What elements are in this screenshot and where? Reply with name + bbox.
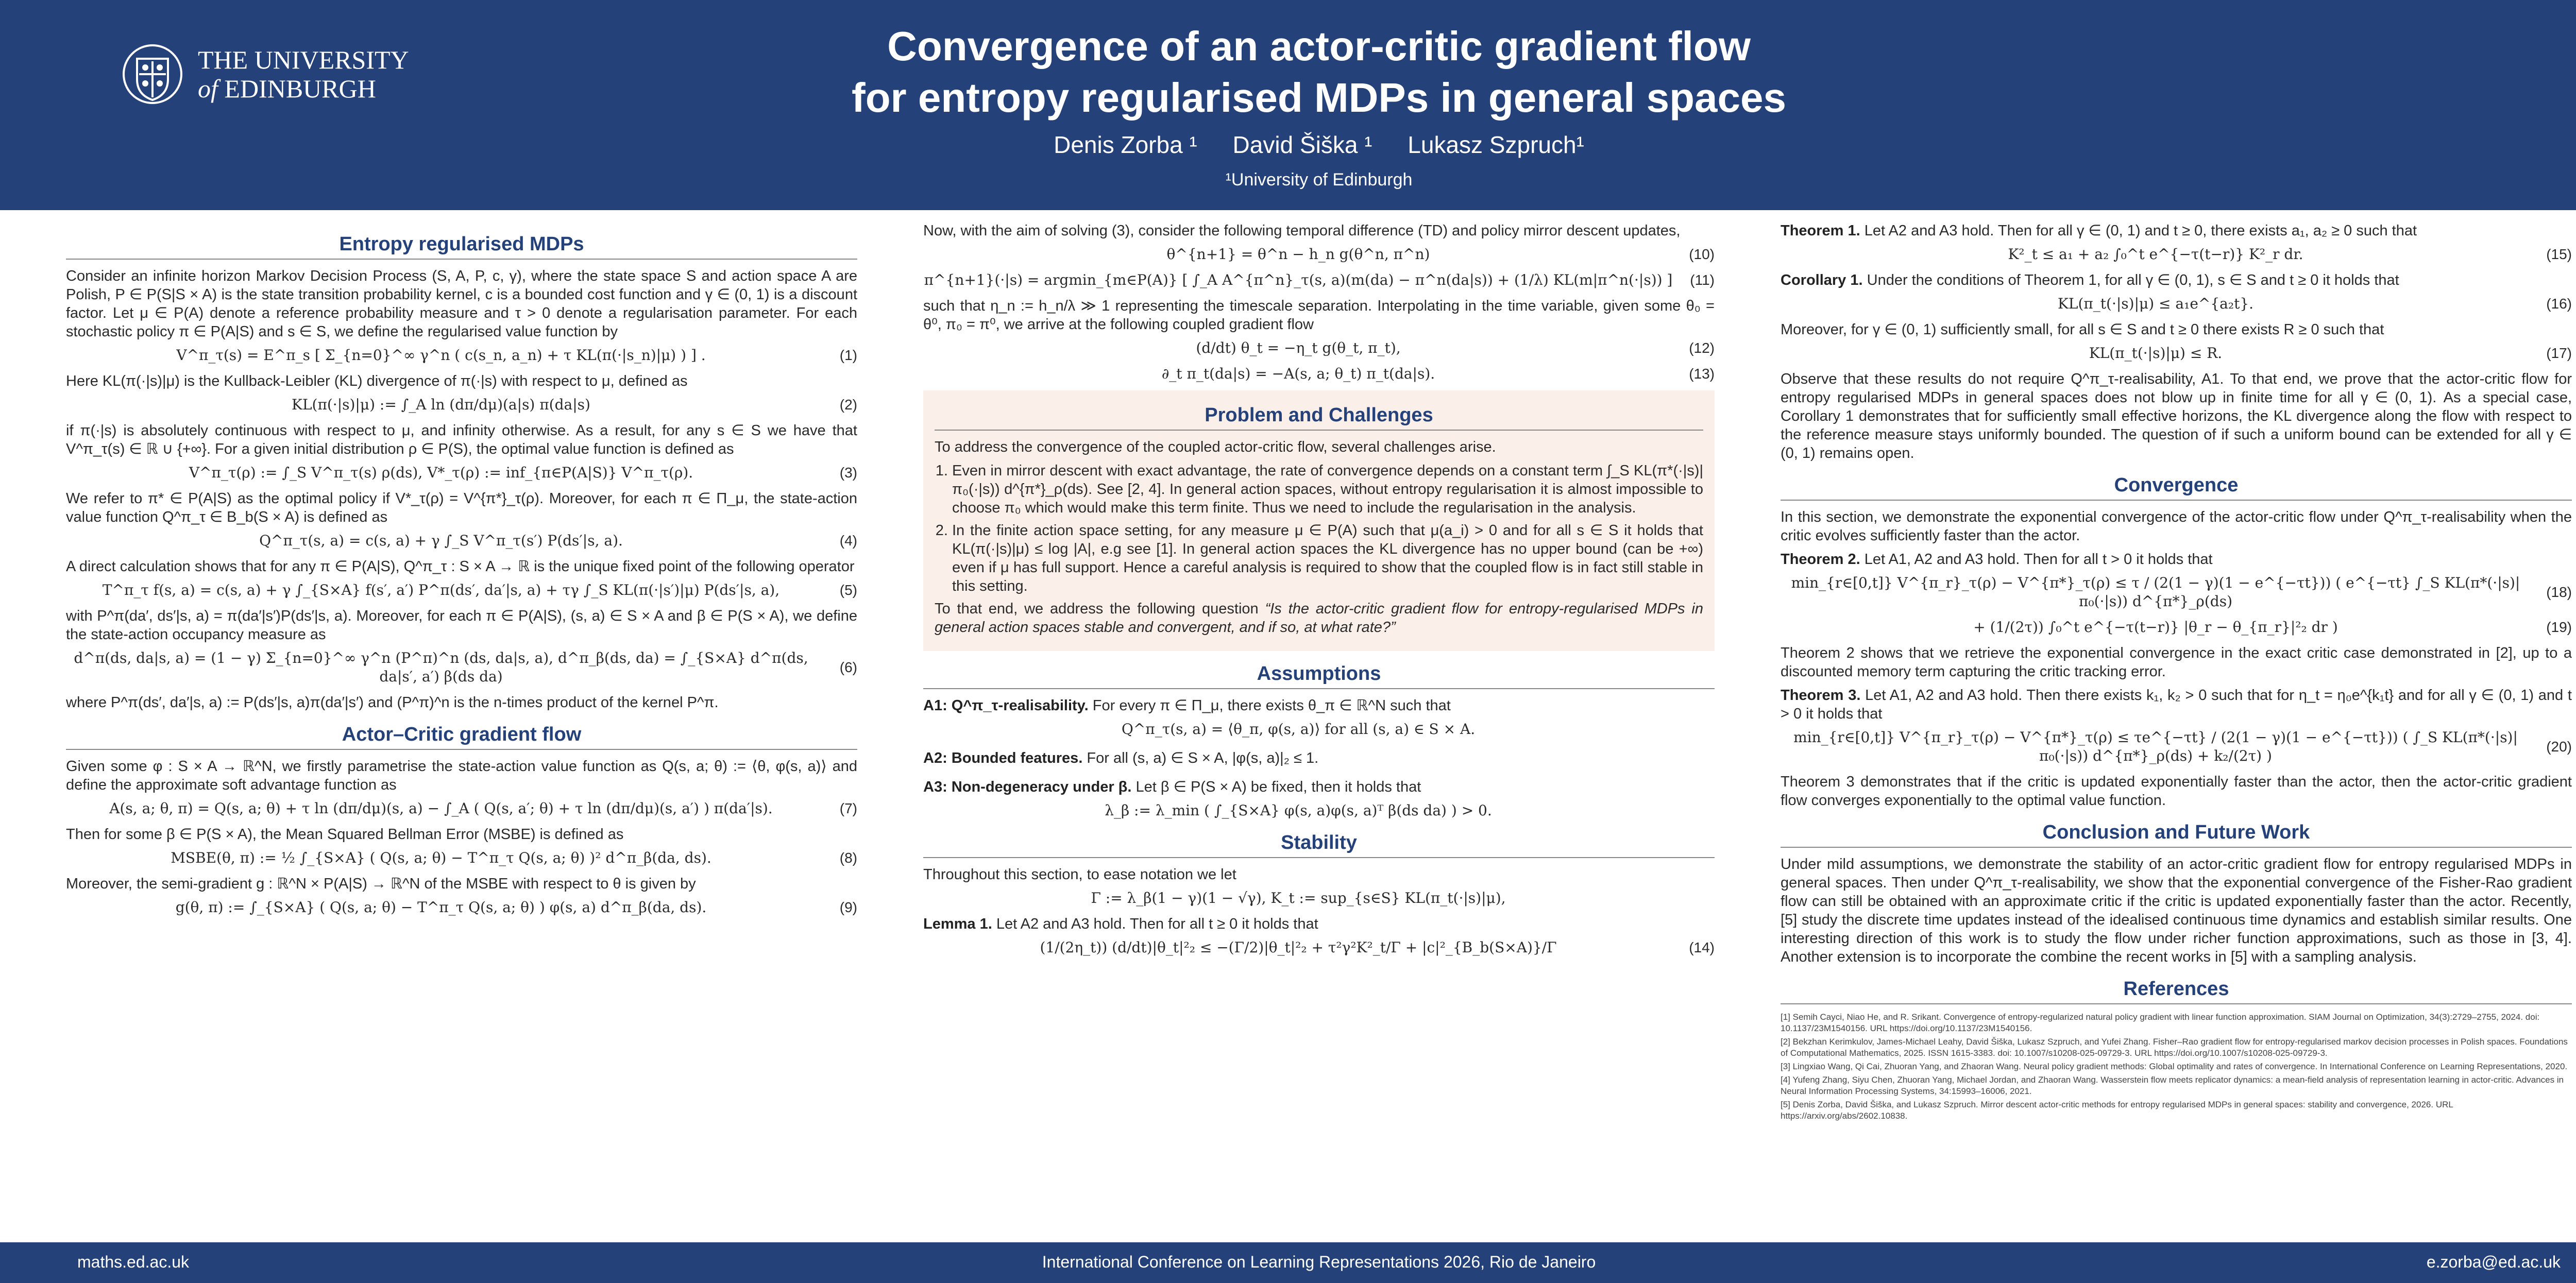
paragraph: Consider an infinite horizon Markov Decision Process (S, A, P, c, γ), where the state space S and action space A are Polish, P ∈ P(S|S × A) is the state transition probability kernel, c is a bounded cost function and γ ∈ (0, 1) is a discount factor. Let μ ∈ P(A) denote a reference probability measure and τ > 0 denote a regularisation parameter. For each stochastic policy π ∈ P(A|S) and s ∈ S, we define the regularised value function by — [66, 268, 857, 340]
equation-expression: V^π_τ(ρ) := ∫_S V^π_τ(s) ρ(ds), V*_τ(ρ) := inf_{π∈P(A|S)} V^π_τ(ρ). — [189, 464, 693, 481]
equation-number: (13) — [1689, 366, 1715, 382]
assumption-a1 — [923, 696, 1715, 715]
equation-expression: g(θ, π) := ∫_{S×A} ( Q(s, a; θ) − T^π_τ Q(s, a; θ) ) φ(s, a) d^π_β(da, ds). — [175, 899, 707, 916]
corollary-label: Corollary 1. — [1781, 272, 1863, 288]
equation-number: (2) — [839, 397, 857, 413]
theorem-3 — [1781, 686, 2572, 723]
paragraph: Theorem 2 shows that we retrieve the exponential convergence in the exact critic case demonstrated in [2], up to a discounted memory term capturing the critic tracking error. — [1781, 645, 2572, 680]
equation-a1 — [923, 720, 1715, 739]
list-item: 1. Even in mirror descent with exact advantage, the rate of convergence depends on a constant term ∫_S KL(π*(·|s)|π₀(·|s)) d^{π*}_ρ(ds). See [2, 4]. In general action spaces, without entropy regularisation it is almost impossible to choose π₀ which would make this term finite. Thus we need to include the regularisation in the analysis. — [952, 461, 1703, 517]
equation-number: (15) — [2546, 246, 2572, 262]
equation-8 — [66, 849, 857, 867]
equation-number: (5) — [839, 582, 857, 598]
section-heading-conclusion: Conclusion and Future Work — [1781, 817, 2572, 848]
equation-expression: + (1/(2τ)) ∫₀^t e^{−τ(t−r)} |θ_r − θ_{π_r}|²₂ dr ) — [1973, 619, 2338, 636]
equation-gamma — [923, 889, 1715, 908]
paragraph: A direct calculation shows that for any π ∈ P(A|S), Q^π_τ : S × A → ℝ is the unique fixed point of the following operator — [66, 558, 855, 575]
equation-number: (3) — [839, 465, 857, 481]
paragraph: Then for some β ∈ P(S × A), the Mean Squared Bellman Error (MSBE) is defined as — [66, 826, 624, 843]
equation-number: (16) — [2546, 296, 2572, 312]
equation-expression: min_{r∈[0,t]} V^{π_r}_τ(ρ) − V^{π*}_τ(ρ) ≤ τ / (2(1 − γ)(1 − e^{−τt})) ( e^{−τt} ∫_S KL(π*(·|s)|π₀(·|s)) d^{π*}_ρ(ds) — [1791, 574, 2520, 610]
equation-17 — [1781, 344, 2572, 363]
assumption-text: Let β ∈ P(S × A) be fixed, then it holds that — [1131, 779, 1421, 795]
equation-7 — [66, 799, 857, 818]
theorem-1 — [1781, 221, 2572, 240]
section-heading-problems: Problem and Challenges — [935, 400, 1703, 431]
equation-expression: (1/(2η_t)) (d/dt)|θ_t|²₂ ≤ −(Γ/2)|θ_t|²₂ + τ²γ²K²_t/Γ + |c|²_{B_b(S×A)}/Γ — [1040, 939, 1557, 956]
equation-18 — [1781, 574, 2572, 611]
equation-number: (1) — [839, 347, 857, 363]
assumption-a3 — [923, 778, 1715, 796]
paragraph: To address the convergence of the coupled actor-critic flow, several challenges arise. — [935, 439, 1496, 455]
equation-expression: π^{n+1}(·|s) = argmin_{m∈P(A)} [ ∫_A A^{π^n}_τ(s, a)(m(da) − π^n(da|s)) + (1/λ) KL(m|π^n(·|s)) ] — [924, 271, 1673, 288]
paragraph: Theorem 3 demonstrates that if the critic is updated exponentially faster than the actor, then the actor-critic gradient flow converges exponentially to the optimal value function. — [1781, 774, 2572, 809]
assumption-label: A3: Non-degeneracy under β. — [923, 779, 1132, 795]
equation-11 — [923, 271, 1715, 289]
equation-14 — [923, 938, 1715, 957]
section-heading-assumptions: Assumptions — [923, 658, 1715, 689]
equation-expression: K²_t ≤ a₁ + a₂ ∫₀^t e^{−τ(t−r)} K²_r dr. — [2008, 246, 2303, 263]
paragraph: Now, with the aim of solving (3), consider the following temporal difference (TD) and policy mirror descent updates, — [923, 223, 1681, 239]
equation-expression: KL(π_t(·|s)|μ) ≤ a₁e^{a₂t}. — [2057, 295, 2254, 312]
paragraph: Given some φ : S × A → ℝ^N, we firstly parametrise the state-action value function as Q(s, a; θ) := ⟨θ, φ(s, a)⟩ and define the approximate soft advantage function as — [66, 758, 857, 793]
title-line-1: Convergence of an actor-critic gradient flow — [887, 23, 1751, 69]
university-crest-icon — [122, 38, 183, 110]
paragraph: Moreover, for γ ∈ (0, 1) sufficiently small, for all s ∈ S and t ≥ 0 there exists R ≥ 0 such that — [1781, 321, 2384, 338]
paragraph: Moreover, the semi-gradient g : ℝ^N × P(A|S) → ℝ^N of the MSBE with respect to θ is given by — [66, 876, 696, 892]
equation-expression: ∂_t π_t(da|s) = −A(s, a; θ_t) π_t(da|s). — [1161, 365, 1435, 382]
theorem-text: Let A1, A2 and A3 hold. Then there exists k₁, k₂ > 0 such that for η_t = η₀e^{k₁t} and for all γ ∈ (0, 1) and t > 0 it holds that — [1781, 687, 2572, 722]
column-3 — [1781, 221, 2572, 1124]
equation-19 — [1781, 618, 2572, 637]
equation-expression: A(s, a; θ, π) = Q(s, a; θ) + τ ln (dπ/dμ)(s, a) − ∫_A ( Q(s, a′; θ) + τ ln (dπ/dμ)(s, a′) ) π(da′|s). — [109, 800, 773, 817]
reference-item: [3] Lingxiao Wang, Qi Cai, Zhuoran Yang, and Zhaoran Wang. Neural policy gradient methods: Global optimality and rates of convergence. In International Conference on Learning Representations, 2020. — [1781, 1062, 2568, 1071]
university-name-of: of — [198, 74, 218, 103]
university-name — [198, 45, 409, 103]
paragraph: Under mild assumptions, we demonstrate the stability of an actor-critic gradient flow for entropy regularised MDPs in general spaces. Then under Q^π_τ-realisability, we show that the exponential convergence of the Fisher-Rao gradient flow can still be obtained with an approximate critic if the critic is updated exponentially faster than the actor. Recently, [5] study the discrete time updates instead of the idealised continuous time dynamics and establish similar results. One interesting direction of this work is to study the flow under richer function approximations, such as those in [3, 4]. Another extension is to incorporate the combine the recent works in [5] with a sampling analysis. — [1781, 856, 2572, 965]
section-heading-actor-critic: Actor–Critic gradient flow — [66, 719, 857, 750]
footer-website: maths.ed.ac.uk — [77, 1253, 189, 1271]
assumption-text: For every π ∈ Π_μ, there exists θ_π ∈ ℝ^N such that — [1088, 697, 1451, 714]
theorem-text: Let A1, A2 and A3 hold. Then for all t > 0 it holds that — [1860, 551, 2213, 568]
equation-number: (20) — [2546, 739, 2572, 755]
poster-header — [0, 0, 2576, 210]
equation-number: (4) — [839, 533, 857, 549]
equation-20 — [1781, 728, 2572, 765]
title-line-2: for entropy regularised MDPs in general spaces — [852, 75, 1786, 121]
paragraph: if π(·|s) is absolutely continuous with respect to μ, and infinity otherwise. As a result, for any s ∈ S we have that V^π_τ(s) ∈ ℝ ∪ {+∞}. For a given initial distribution ρ ∈ P(S), the optimal value function is defined as — [66, 422, 857, 457]
author-1: Denis Zorba ¹ — [1054, 131, 1197, 158]
equation-2 — [66, 396, 857, 414]
theorem-label: Theorem 1. — [1781, 223, 1860, 239]
equation-expression: KL(π_t(·|s)|μ) ≤ R. — [2089, 345, 2223, 362]
assumption-text: For all (s, a) ∈ S × A, |φ(s, a)|₂ ≤ 1. — [1082, 750, 1319, 766]
paragraph: where P^π(ds′, da′|s, a) := P(ds′|s, a)π(da′|s′) and (P^π)^n is the n-times product of the kernel P^π. — [66, 694, 719, 711]
paragraph: with P^π(da′, ds′|s, a) = π(da′|s′)P(ds′|s, a). Moreover, for each π ∈ P(A|S), (s, a) ∈ S × A and β ∈ P(S × A), we define the state-action occupancy measure as — [66, 608, 857, 643]
lemma-1 — [923, 915, 1715, 933]
reference-item: [2] Bekzhan Kerimkulov, James-Michael Leahy, David Šiška, Lukasz Szpruch, and Yufei Zhang. Fisher–Rao gradient flow for entropy-regularised markov decision processes in Polish spaces. Foundations of Computational Mathematics, 2025. ISSN 1615-3383. doi: 10.1007/s10208-025-09729-3. URL https://doi.org/10.1007/s10208-025-09729-3. — [1781, 1037, 2568, 1058]
assumption-label: A1: Q^π_τ-realisability. — [923, 697, 1089, 714]
poster-title — [618, 21, 2020, 124]
university-name-line2: EDINBURGH — [224, 74, 376, 103]
equation-number: (9) — [839, 899, 857, 915]
equation-expression: d^π(ds, da|s, a) = (1 − γ) Σ_{n=0}^∞ γ^n (P^π)^n (ds, da|s, a), d^π_β(ds, da) = ∫_{S×A} d^π(ds, da|s′, a′) β(ds da) — [74, 649, 808, 685]
equation-number: (12) — [1689, 340, 1715, 356]
paragraph: In this section, we demonstrate the exponential convergence of the actor-critic flow under Q^π_τ-realisability when the critic evolves sufficiently faster than the actor. — [1781, 509, 2572, 544]
author-2: David Šiška ¹ — [1232, 131, 1372, 158]
equation-expression: MSBE(θ, π) := ½ ∫_{S×A} ( Q(s, a; θ) − T^π_τ Q(s, a; θ) )² d^π_β(da, ds). — [171, 849, 711, 866]
university-name-line1: THE UNIVERSITY — [198, 45, 409, 74]
equation-expression: min_{r∈[0,t]} V^{π_r}_τ(ρ) − V^{π*}_τ(ρ) ≤ τe^{−τt} / (2(1 − γ)(1 − e^{−τt})) ( ∫_S KL(π*(·|s)|π₀(·|s)) d^{π*}_ρ(ds) + k₂/(2τ) ) — [1793, 729, 2518, 764]
equation-number: (6) — [839, 659, 857, 675]
lemma-text: Let A2 and A3 hold. Then for all t ≥ 0 it holds that — [992, 916, 1318, 932]
footer-email: e.zorba@ed.ac.uk — [2426, 1253, 2561, 1271]
equation-number: (8) — [839, 850, 857, 866]
equation-number: (10) — [1689, 246, 1715, 262]
equation-expression: Q^π_τ(s, a) = c(s, a) + γ ∫_S V^π_τ(s′) P(ds′|s, a). — [259, 532, 623, 549]
equation-expression: θ^{n+1} = θ^n − h_n g(θ^n, π^n) — [1166, 246, 1430, 263]
theorem-text: Let A2 and A3 hold. Then for all γ ∈ (0, 1) and t ≥ 0, there exists a₁, a₂ ≥ 0 such that — [1860, 223, 2417, 239]
equation-expression: Γ := λ_β(1 − γ)(1 − √γ), K_t := sup_{s∈S} KL(π_t(·|s)|μ), — [1091, 889, 1506, 906]
equation-10 — [923, 245, 1715, 264]
research-question — [935, 600, 1703, 637]
equation-6 — [66, 649, 857, 686]
equation-5 — [66, 581, 857, 600]
equation-number: (19) — [2546, 619, 2572, 635]
corollary-1 — [1781, 271, 2572, 289]
lemma-label: Lemma 1. — [923, 916, 992, 932]
equation-12 — [923, 339, 1715, 357]
assumption-label: A2: Bounded features. — [923, 750, 1083, 766]
reference-item: [1] Semih Cayci, Niao He, and R. Srikant. Convergence of entropy-regularized natural policy gradient with linear function approximation. SIAM Journal on Optimization, 34(3):2729–2755, 2024. doi: 10.1137/23M1540156. URL https://doi.org/10.1137/23M1540156. — [1781, 1012, 2540, 1033]
list-item: 2. In the finite action space setting, for any measure μ ∈ P(A) such that μ(a_i) > 0 and for all s ∈ S it holds that KL(π(·|s)|μ) ≤ log |A|, e.g see [1]. In general action spaces the KL divergence has no upper bound (can be +∞) even if μ has full support. Hence a careful analysis is required to show that the coupled flow is in fact still stable in this setting. — [952, 521, 1703, 595]
paragraph: We refer to π* ∈ P(A|S) as the optimal policy if V*_τ(ρ) = V^{π*}_τ(ρ). Moreover, for each π ∈ Π_μ, the state-action value function Q^π_τ ∈ B_b(S × A) is defined as — [66, 490, 857, 525]
column-1 — [66, 221, 857, 924]
equation-expression: (d/dt) θ_t = −η_t g(θ_t, π_t), — [1196, 339, 1401, 356]
poster-footer — [0, 1242, 2576, 1283]
question-lead: To that end, we address the following question — [935, 601, 1265, 617]
equation-number: (7) — [839, 800, 857, 816]
affiliation: ¹University of Edinburgh — [1225, 170, 1413, 190]
equation-number: (17) — [2546, 345, 2572, 361]
paragraph: Observe that these results do not require Q^π_τ-realisability, A1. To that end, we prove that the actor-critic flow for entropy regularised MDPs in general spaces does not blow up in finite time for all γ ∈ (0, 1). As a special case, Corollary 1 demonstrates that for sufficiently small effective horizons, the KL divergence along the flow with respect to the reference measure stays uniformly bounded. The question of if such a uniform bound can be extended for all γ ∈ (0, 1) remains open. — [1781, 371, 2572, 461]
equation-expression: V^π_τ(s) = E^π_s [ Σ_{n=0}^∞ γ^n ( c(s_n, a_n) + τ KL(π(·|s_n)|μ) ) ] . — [176, 347, 706, 364]
section-heading-convergence: Convergence — [1781, 470, 2572, 501]
theorem-2 — [1781, 550, 2572, 569]
column-2 — [923, 221, 1715, 964]
theorem-label: Theorem 3. — [1781, 687, 1861, 704]
equation-16 — [1781, 295, 2572, 313]
assumption-a2 — [923, 749, 1715, 767]
paragraph: Here KL(π(·|s)|μ) is the Kullback-Leibler (KL) divergence of π(·|s) with respect to μ, defined as — [66, 373, 688, 389]
equation-expression: KL(π(·|s)|μ) := ∫_A ln (dπ/dμ)(a|s) π(da|s) — [292, 396, 590, 413]
reference-item: [4] Yufeng Zhang, Siyu Chen, Zhuoran Yang, Michael Jordan, and Zhaoran Wang. Wasserstein flow meets replicator dynamics: a mean-field analysis of representation learning in actor-critic. Advances in Neural Information Processing Systems, 34:15993–16006, 2021. — [1781, 1075, 2564, 1096]
theorem-label: Theorem 2. — [1781, 551, 1860, 568]
equation-13 — [923, 365, 1715, 383]
equation-3 — [66, 464, 857, 482]
reference-item: [5] Denis Zorba, David Šiška, and Lukasz Szpruch. Mirror descent actor-critic methods for entropy regularised MDPs in general spaces: stability and convergence, 2026. URL https://arxiv.org/abs/2602.10838. — [1781, 1100, 2453, 1121]
corollary-text: Under the conditions of Theorem 1, for all γ ∈ (0, 1), s ∈ S and t ≥ 0 it holds that — [1862, 272, 2399, 288]
paragraph: such that η_n := h_n/λ ≫ 1 representing the timescale separation. Interpolating in the time variable, given some θ₀ = θ⁰, π₀ = π⁰, we arrive at the following coupled gradient flow — [923, 298, 1715, 333]
equation-number: (11) — [1690, 272, 1715, 288]
author-list — [618, 131, 2020, 159]
equation-number: (18) — [2546, 584, 2572, 600]
footer-conference: International Conference on Learning Representations 2026, Rio de Janeiro — [1042, 1253, 1596, 1271]
equation-a3 — [923, 801, 1715, 820]
section-heading-references: References — [1781, 973, 2572, 1004]
section-heading-mdp: Entropy regularised MDPs — [66, 229, 857, 260]
equation-expression: Q^π_τ(s, a) = ⟨θ_π, φ(s, a)⟩ for all (s, a) ∈ S × A. — [1121, 721, 1476, 738]
equation-1 — [66, 346, 857, 365]
reference-list — [1781, 1012, 2572, 1122]
section-heading-stability: Stability — [923, 827, 1715, 858]
university-logo — [122, 38, 409, 110]
equation-4 — [66, 532, 857, 550]
equation-expression: λ_β := λ_min ( ∫_{S×A} φ(s, a)φ(s, a)ᵀ β(ds da) ) > 0. — [1105, 802, 1492, 819]
equation-number: (14) — [1689, 939, 1715, 955]
equation-15 — [1781, 245, 2572, 264]
author-3: Lukasz Szpruch¹ — [1408, 131, 1584, 158]
question-text: “Is the actor-critic gradient flow for entropy-regularised MDPs in general action spaces stable and convergent, and if so, at what rate?” — [935, 601, 1703, 636]
paragraph: Throughout this section, to ease notation we let — [923, 866, 1236, 883]
equation-expression: T^π_τ f(s, a) = c(s, a) + γ ∫_{S×A} f(s′, a′) P^π(ds′, da′|s, a) + τγ ∫_S KL(π(·|s′)|μ) P(ds′|s, a), — [102, 581, 780, 598]
challenge-list — [952, 461, 1703, 595]
problem-challenges-box — [923, 390, 1715, 651]
equation-9 — [66, 898, 857, 917]
